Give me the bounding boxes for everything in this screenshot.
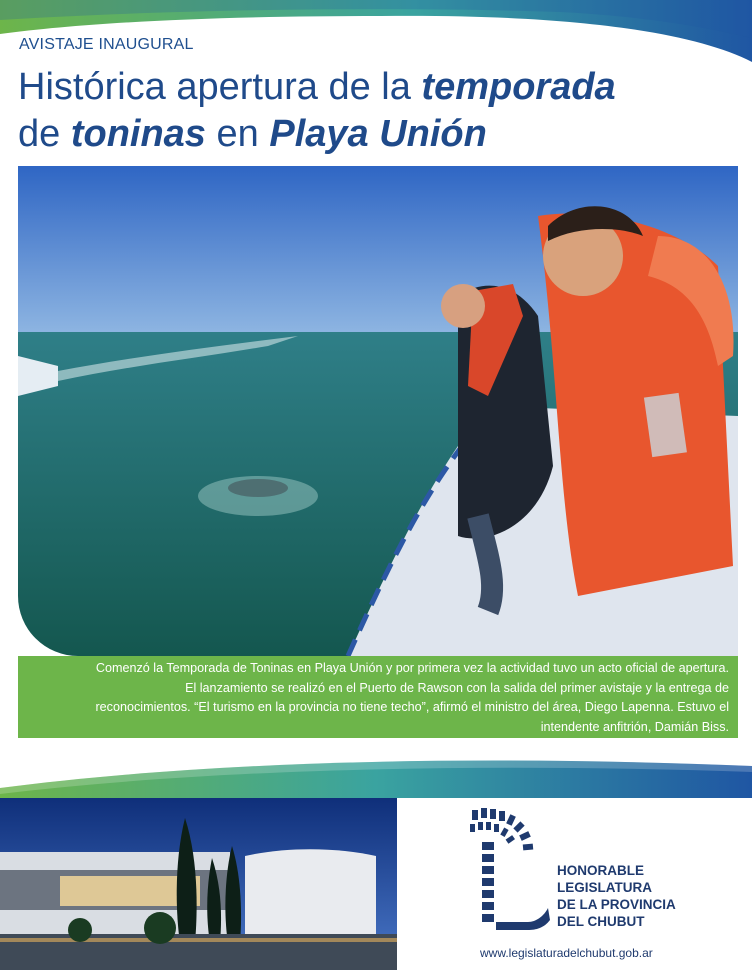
organization-name <box>557 862 676 930</box>
website-url[interactable]: www.legislaturadelchubut.gob.ar <box>480 946 653 960</box>
bottom-swoosh-decoration <box>0 752 752 798</box>
headline-part: de <box>18 113 71 155</box>
headline-part: en <box>205 113 270 155</box>
legislatura-logo-icon <box>466 808 552 936</box>
caption-box <box>18 656 738 738</box>
headline-emphasis: temporada <box>421 66 616 108</box>
legislature-building-photo <box>0 798 397 970</box>
org-line: HONORABLE <box>557 863 644 878</box>
org-line: DEL CHUBUT <box>557 914 645 929</box>
caption-line: El lanzamiento se realizó en el Puerto de Rawson con la salida del primer avistaje y la entrega de <box>185 680 729 695</box>
caption-line: reconocimientos. “El turismo en la provincia no tiene techo”, afirmó el ministro del área, Diego Lapenna. Estuvo el <box>95 700 729 714</box>
kicker: AVISTAJE INAUGURAL <box>19 36 194 53</box>
headline <box>18 64 738 158</box>
headline-emphasis: Playa Unión <box>269 113 487 155</box>
org-line: LEGISLATURA <box>557 880 652 895</box>
headline-part: Histórica apertura de la <box>18 66 422 108</box>
caption-line: intendente anfitrión, Damián Biss. <box>540 719 729 734</box>
org-line: DE LA PROVINCIA <box>557 897 676 912</box>
caption-line: Comenzó la Temporada de Toninas en Playa Unión y por primera vez la actividad tuvo un acto oficial de apertura. <box>95 661 729 675</box>
headline-emphasis: toninas <box>70 113 206 155</box>
top-swoosh-decoration <box>0 0 752 70</box>
boat-photo <box>18 166 738 656</box>
